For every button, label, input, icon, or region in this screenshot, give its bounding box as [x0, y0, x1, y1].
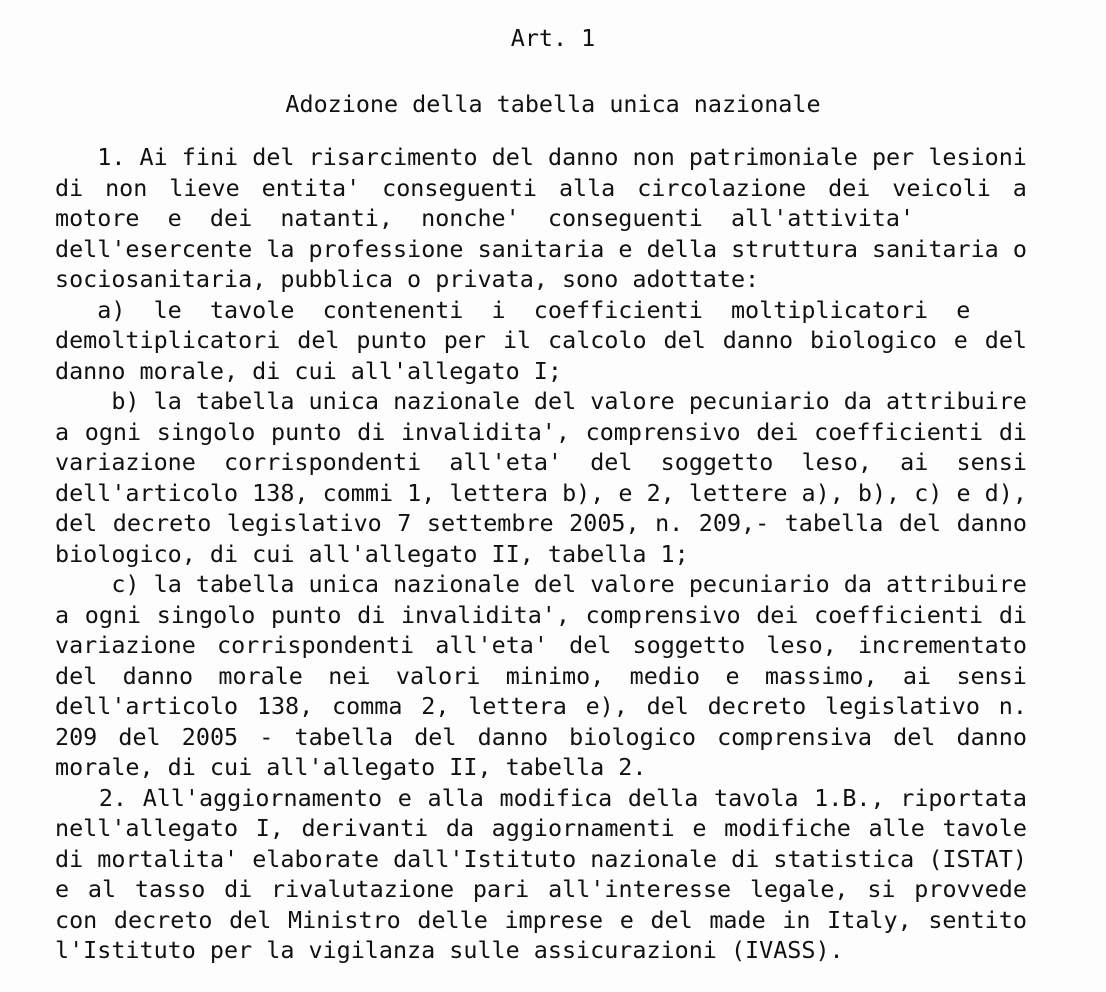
line-word: dell'esercente	[55, 234, 253, 263]
line-word: comprensiva	[717, 722, 872, 751]
line-word: a),	[801, 478, 844, 507]
line-word: veicoli	[892, 173, 991, 202]
line-word: Ministro	[288, 905, 401, 934]
line-word: e	[619, 905, 634, 934]
line-word: risarcimento	[308, 143, 478, 171]
line-word: legislativo	[226, 509, 382, 537]
line-word: sentito	[928, 905, 1027, 934]
line-word: commi	[322, 478, 394, 507]
line-word: del	[55, 509, 98, 537]
line-word: 7	[397, 509, 412, 537]
text-line	[55, 630, 1027, 661]
line-word: e	[397, 783, 412, 812]
line-word: Italy,	[827, 905, 912, 934]
text-line	[55, 447, 1027, 478]
line-word: la	[153, 570, 182, 598]
line-word: variazione	[55, 631, 196, 659]
line-word: al	[87, 875, 117, 903]
line-word: pecuniario	[688, 570, 830, 598]
line-word: demoltiplicatori	[55, 326, 281, 354]
line-indent	[55, 142, 83, 173]
line-word: per	[443, 326, 487, 354]
line-word: dell'articolo	[55, 478, 239, 507]
line-word: e	[618, 478, 633, 507]
text-line	[55, 508, 1027, 539]
line-word: corrispondenti	[224, 448, 422, 476]
line-indent	[55, 569, 97, 600]
line-word: leso,	[801, 448, 872, 476]
line-word: del	[118, 722, 161, 751]
text-line: sociosanitaria, pubblica o privata, sono adottate:	[55, 265, 760, 293]
line-word: nell'allegato	[55, 814, 239, 842]
line-word: e	[953, 326, 968, 354]
text-line	[55, 142, 1027, 173]
line-word: sensi	[956, 448, 1027, 476]
line-word: b),	[562, 478, 605, 507]
line-word: (ISTAT)	[928, 844, 1027, 873]
line-word: delle	[417, 905, 488, 934]
line-word: variazione	[55, 448, 196, 476]
line-word: decreto	[707, 692, 807, 720]
line-word: danno	[956, 509, 1027, 537]
line-word: a	[55, 417, 70, 446]
line-word: 2005	[181, 722, 239, 751]
line-word: di	[998, 600, 1027, 629]
text-line	[55, 173, 1027, 204]
line-word: comprensivo	[585, 417, 741, 446]
line-word: ogni	[84, 417, 142, 446]
line-word: c)	[111, 570, 140, 598]
line-word: pari	[472, 875, 530, 903]
line-word: e	[725, 661, 740, 690]
line-word: 2.	[98, 783, 128, 812]
line-word: minimo,	[505, 661, 605, 690]
line-word: di	[731, 844, 760, 873]
line-word: biologico	[810, 326, 937, 354]
text-line: biologico, di cui all'allegato II, tabella 1;	[55, 539, 689, 568]
line-word: nei	[328, 661, 371, 690]
line-word: modifica	[499, 783, 613, 812]
line-word: alla	[427, 783, 484, 812]
line-word: nazionale	[393, 570, 520, 598]
line-word: danno	[956, 722, 1027, 751]
line-word: calcolo	[548, 326, 647, 354]
line-word: 2005,	[569, 509, 640, 537]
line-word: dall'Istituto	[393, 844, 577, 873]
line-word: imprese	[504, 905, 604, 934]
line-word: del	[491, 143, 534, 171]
line-word: ai	[902, 661, 932, 690]
text-line	[55, 417, 1027, 448]
line-word: attribuire	[886, 570, 1027, 598]
text-line	[55, 325, 1027, 356]
line-word: valori	[395, 661, 481, 690]
text-line	[55, 478, 1027, 509]
line-word: in	[782, 905, 811, 934]
line-word: del	[229, 905, 272, 934]
line-word: di	[357, 417, 386, 446]
line-word: soggetto	[632, 631, 746, 659]
line-word: di	[55, 844, 84, 873]
line-word: modifiche	[724, 814, 851, 842]
line-word: fini	[181, 143, 239, 171]
line-word: unica	[308, 387, 379, 415]
line-word: rivalutazione	[271, 875, 455, 903]
line-word: patrimoniale	[688, 143, 858, 171]
line-word: attribuire	[886, 387, 1027, 415]
text-line	[55, 569, 1027, 600]
line-word: del	[646, 692, 689, 720]
line-word: della	[627, 783, 699, 812]
article-title-heading: Adozione della tabella unica nazionale	[285, 89, 821, 118]
line-word: medio	[629, 661, 701, 690]
text-line	[55, 874, 1027, 905]
line-word: si	[867, 875, 896, 903]
line-word: b)	[111, 387, 140, 415]
line-word: derivanti	[301, 814, 429, 842]
line-word: del	[663, 326, 706, 354]
line-word: leso,	[766, 631, 837, 659]
line-indent	[55, 783, 83, 814]
text-line: a) le tavole contenenti i coefficienti moltiplicatori e	[55, 295, 971, 324]
line-word: e	[692, 814, 707, 842]
line-word: lesioni	[928, 143, 1027, 171]
line-word: e	[956, 478, 971, 507]
line-word: 1.	[97, 143, 126, 171]
line-word: legislativo	[825, 692, 980, 720]
line-word: la	[266, 234, 295, 263]
line-word: legale,	[749, 875, 849, 903]
line-word: e	[55, 875, 70, 903]
line-word: del	[984, 326, 1027, 354]
line-word: 209,-	[698, 509, 770, 537]
text-line	[55, 783, 1027, 814]
line-word: nazionale	[393, 387, 520, 415]
line-word: del	[533, 387, 577, 415]
line-word: del	[893, 722, 936, 751]
line-word: la	[153, 387, 182, 415]
line-word: lettera	[468, 692, 567, 720]
line-word: invalidita',	[400, 600, 570, 629]
line-word: 1.B.,	[814, 783, 885, 812]
line-word: tavole	[942, 814, 1027, 842]
line-word: a	[1012, 173, 1027, 202]
line-word: decreto	[112, 509, 212, 537]
line-word: nazionale	[590, 844, 718, 873]
line-word: n.	[655, 509, 684, 537]
line-word: sanitaria	[872, 234, 999, 263]
line-word: da	[445, 814, 475, 842]
line-word: per	[871, 143, 915, 171]
line-word: a	[55, 600, 70, 629]
line-word: tasso	[134, 875, 206, 903]
line-word: di	[998, 417, 1027, 446]
line-word: del	[414, 722, 457, 751]
line-word: b),	[857, 478, 901, 507]
line-word: comma	[332, 692, 403, 720]
line-word: punto	[271, 417, 342, 446]
line-word: alla	[558, 173, 616, 202]
line-word: ogni	[84, 600, 142, 629]
line-word: tavola	[713, 783, 799, 812]
line-word: 2,	[646, 478, 675, 507]
document-body	[55, 142, 1027, 966]
text-line	[55, 813, 1027, 844]
line-word: dei	[756, 600, 799, 629]
line-word: Ai	[139, 143, 168, 171]
line-word: ai	[900, 448, 929, 476]
line-word: aggiornamenti	[491, 814, 675, 842]
line-word: biologico	[569, 722, 696, 751]
line-word: conseguenti	[382, 173, 538, 202]
line-word: da	[843, 387, 872, 415]
text-line	[55, 691, 1027, 722]
line-word: da	[843, 570, 872, 598]
line-word: del	[590, 448, 633, 476]
line-word: dei	[828, 173, 871, 202]
line-word: del	[252, 143, 295, 171]
line-word: tabella	[195, 570, 295, 598]
line-word: mortalita'	[97, 844, 239, 873]
line-word: e),	[585, 692, 628, 720]
line-word: valore	[590, 387, 675, 415]
text-line	[55, 722, 1027, 753]
line-word: lieve	[169, 173, 240, 202]
line-word: d),	[984, 478, 1027, 507]
text-line	[55, 844, 1027, 875]
line-word: 138,	[252, 478, 309, 507]
line-word: di	[224, 875, 253, 903]
line-word: di	[357, 600, 386, 629]
text-line: morale, di cui all'allegato II, tabella 2.	[55, 753, 647, 781]
line-word: tabella	[294, 722, 394, 751]
line-word: n.	[998, 692, 1027, 720]
line-word: del	[650, 905, 693, 934]
line-word: invalidita',	[400, 417, 570, 446]
line-word: statistica	[773, 844, 915, 873]
article-number-heading: Art. 1	[510, 24, 596, 52]
line-indent	[55, 386, 97, 417]
line-word: coefficienti	[814, 417, 984, 446]
line-word: tabella	[195, 387, 295, 415]
line-word: danno	[722, 326, 794, 354]
line-word: con	[55, 905, 98, 934]
line-word: all'eta'	[435, 631, 548, 659]
line-word: professione	[308, 234, 464, 263]
line-word: del	[55, 661, 98, 690]
line-word: morale	[218, 661, 303, 690]
line-word: il	[502, 326, 532, 354]
line-word: 2,	[421, 692, 450, 720]
line-word: all'eta'	[449, 448, 563, 476]
line-word: lettera	[449, 478, 548, 507]
document-heading	[0, 0, 1106, 119]
line-word: entita'	[261, 173, 361, 202]
line-word: settembre	[426, 509, 554, 537]
line-word: pecuniario	[688, 387, 830, 415]
line-word: comprensivo	[585, 600, 741, 629]
text-line: danno morale, di cui all'allegato I;	[55, 356, 562, 385]
line-word: del	[898, 509, 942, 537]
line-word: punto	[356, 326, 427, 354]
line-word: dei	[756, 417, 799, 446]
line-word: decreto	[113, 905, 213, 934]
line-word: provvede	[914, 875, 1027, 903]
line-word: I,	[255, 814, 284, 842]
line-word: danno	[122, 661, 194, 690]
line-word: 138,	[256, 692, 314, 720]
line-word: danno	[477, 722, 549, 751]
line-word: di	[55, 173, 84, 202]
line-word: elaborate	[252, 844, 379, 873]
text-line: motore e dei natanti, nonche' conseguenti all'attivita'	[55, 204, 915, 232]
line-word: non	[632, 143, 675, 171]
line-word: del	[297, 326, 340, 354]
line-word: danno	[548, 143, 619, 171]
line-word: unica	[308, 570, 379, 598]
text-line	[55, 661, 1027, 692]
line-word: all'interesse	[548, 875, 732, 903]
text-line	[55, 386, 1027, 417]
line-word: della	[646, 234, 718, 263]
line-word: punto	[271, 600, 342, 629]
text-line	[55, 905, 1027, 936]
line-word: struttura	[731, 234, 858, 263]
line-word: valore	[590, 570, 675, 598]
line-word: 1,	[407, 478, 436, 507]
line-word: e	[618, 234, 633, 263]
line-word: sensi	[956, 661, 1027, 690]
text-line	[55, 234, 1027, 265]
line-word: 209	[55, 722, 98, 751]
line-word: corrispondenti	[216, 631, 415, 659]
line-word: coefficienti	[814, 600, 984, 629]
line-word: incrementato	[857, 631, 1027, 659]
text-line	[55, 600, 1027, 631]
line-word: All'aggiornamento	[142, 783, 383, 812]
line-word: del	[569, 631, 612, 659]
line-word: lettere	[688, 478, 788, 507]
line-word: riportata	[900, 783, 1027, 812]
line-word: -	[259, 722, 274, 751]
line-word: c)	[914, 478, 943, 507]
line-word: made	[709, 905, 766, 934]
line-word: dell'articolo	[55, 692, 239, 720]
line-word: tabella	[784, 509, 884, 537]
line-word: del	[533, 570, 577, 598]
line-word: massimo,	[764, 661, 878, 690]
line-word: sanitaria	[477, 234, 605, 263]
text-line: l'Istituto per la vigilanza sulle assicurazioni (IVASS).	[55, 936, 844, 964]
line-word: singolo	[156, 417, 256, 446]
line-word: singolo	[156, 600, 256, 629]
line-word: soggetto	[660, 448, 774, 476]
line-word: alle	[868, 814, 925, 842]
line-word: o	[1012, 234, 1027, 263]
line-word: non	[105, 173, 148, 202]
line-word: circolazione	[637, 173, 807, 202]
